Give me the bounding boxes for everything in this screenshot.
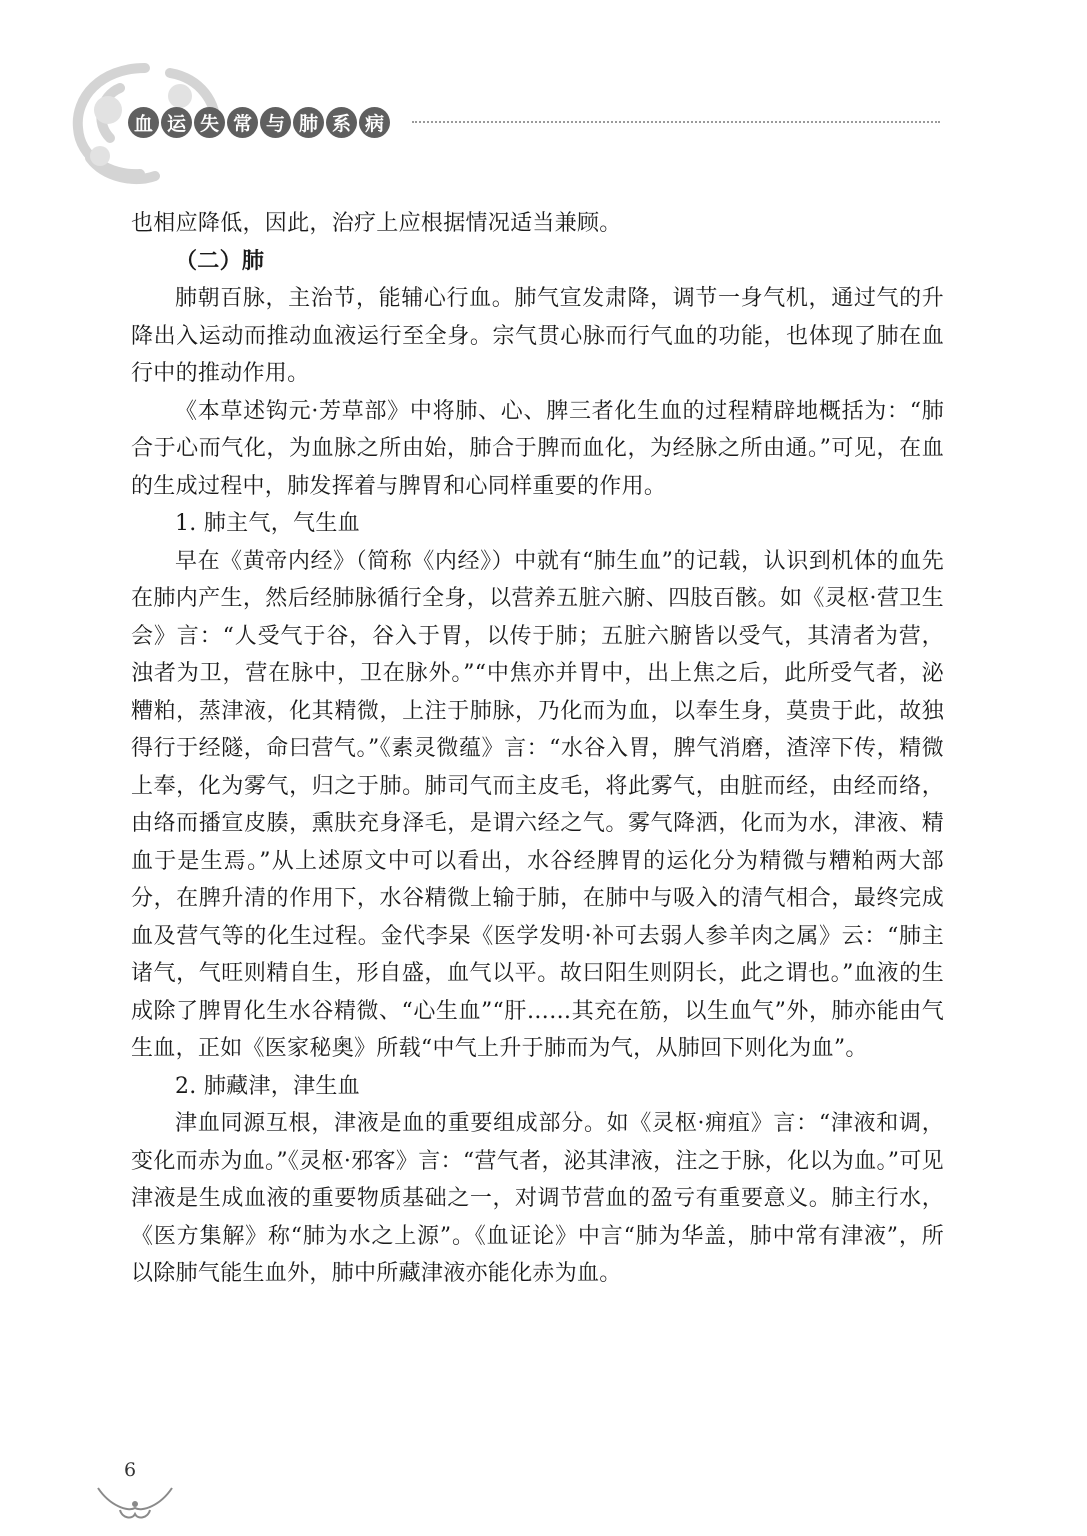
body-paragraph: 《本草述钩元·芳草部》中将肺、心、脾三者化生血的过程精辟地概括为：“肺合于心而气化，为血脉之所由始，肺合于脾而血化，为经脉之所由通。”可见，在血的生成过程中，肺发挥着与脾胃和心同样重要的作用。 [131,398,944,499]
header-dotted-rule [412,121,940,123]
page-number: 6 [124,1459,137,1481]
cloud-footer-ornament-icon [90,1478,180,1522]
running-header [128,104,390,140]
subsection-heading: 2. 肺藏津，津生血 [175,1073,360,1099]
header-title-char: 血 [128,107,159,138]
body-paragraph: 肺朝百脉，主治节，能辅心行血。肺气宣发肃降，调节一身气机，通过气的升降出入运动而推动血液运行至全身。宗气贯心脉而行气血的功能，也体现了肺在血行中的推动作用。 [131,286,944,386]
body-paragraph: 津血同源互根，津液是血的重要组成部分。如《灵枢·痈疽》言：“津液和调，变化而赤为血。”《灵枢·邪客》言：“营气者，泌其津液，注之于脉，化以为血。”可见津液是生成血液的重要物质基础之一，对调节营血的盈亏有重要意义。肺主行水，《医方集解》称“肺为水之上源”。《血证论》中言“肺为华盖，肺中常有津液”，所以除肺气能生血外，肺中所藏津液亦能化赤为血。 [131,1111,944,1286]
header-title-char: 肺 [293,107,324,138]
header-title-char: 失 [194,107,225,138]
body-paragraph: 也相应降低，因此，治疗上应根据情况适当兼顾。 [131,211,622,236]
header-title-char: 运 [161,107,192,138]
header-title-char: 系 [326,107,357,138]
subsection-heading: 1. 肺主气，气生血 [175,511,360,536]
running-header-title [128,107,390,138]
body-paragraph: 早在《黄帝内经》（简称《内经》）中就有“肺生血”的记载，认识到机体的血先在肺内产生，然后经肺脉循行全身，以营养五脏六腑、四肢百骸。如《灵枢·营卫生会》言：“人受气于谷，谷入于胃，以传于肺；五脏六腑皆以受气，其清者为营，浊者为卫，营在脉中，卫在脉外。”“中焦亦并胃中，出上焦之后，此所受气者，泌糟粕，蒸津液，化其精微，上注于肺脉，乃化而为血，以奉生身，莫贵于此，故独得行于经隧，命曰营气。”《素灵微蕴》言：“水谷入胃，脾气消磨，渣滓下传，精微上奉，化为雾气，归之于肺。肺司气而主皮毛，将此雾气，由脏而经，由经而络，由络而播宣皮腠，熏肤充身泽毛，是谓六经之气。雾气降洒，化而为水，津液、精血于是生焉。”从上述原文中可以看出，水谷经脾胃的运化分为精微与糟粕两大部分，在脾升清的作用下，水谷精微上输于肺，在肺中与吸入的清气相合，最终完成血及营气等的化生过程。金代李杲《医学发明·补可去弱人参羊肉之属》云：“肺主诸气，气旺则精自生，形自盛，血气以平。故曰阳生则阴长，此之谓也。”血液的生成除了脾胃化生水谷精微、“心生血”“肝……其充在筋，以生血气”外，肺亦能由气生血，正如《医家秘奥》所载“中气上升于肺而为气，从肺回下则化为血”。 [131,548,944,1061]
page-body [131,205,944,1293]
header-title-char: 常 [227,107,258,138]
header-title-char: 与 [260,107,291,138]
section-heading: （二）肺 [175,247,265,274]
header-title-char: 病 [359,107,390,138]
